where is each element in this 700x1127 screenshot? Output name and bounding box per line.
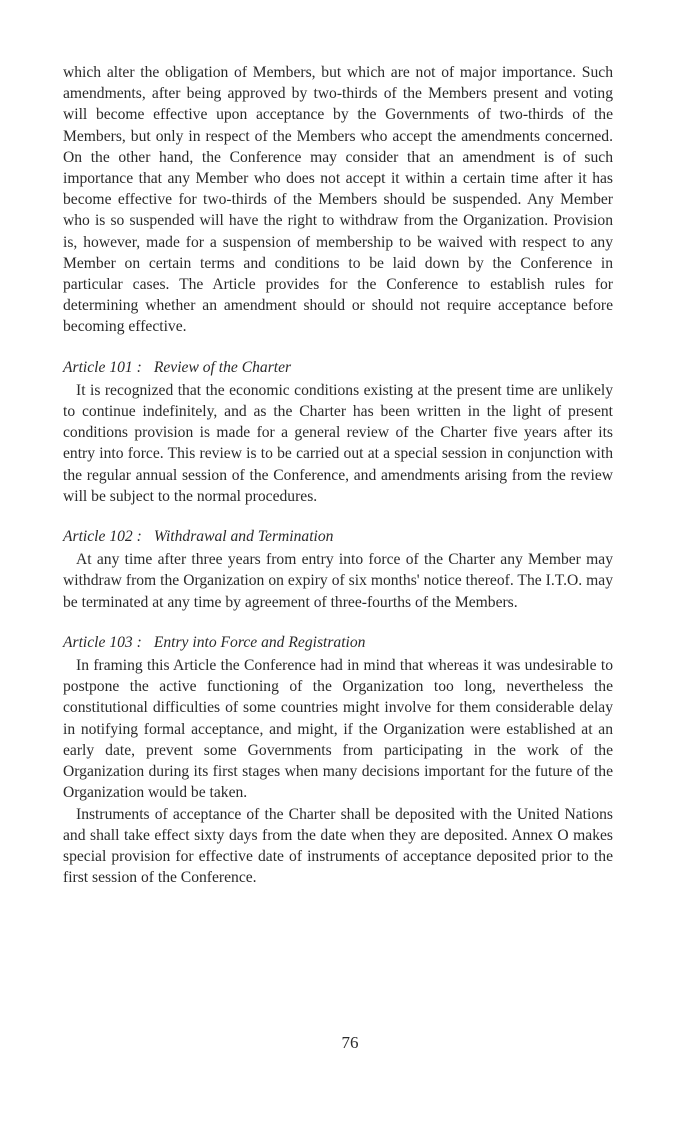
article-number: Article 103 : (63, 633, 142, 651)
section-paragraph: At any time after three years from entry into force of the Charter any Member may withdraw from the Organization on expiry of six months' notice thereof. The I.T.O. may be terminated at any time by agreement of three-fourths of the Members. (63, 551, 613, 611)
intro-paragraph: which alter the obligation of Members, but which are not of major importance. Such amendments, after being approved by two-thirds of the Members present and voting will become effective upon acceptance by the Governments of two-thirds of the Members, but only in respect of the Members who accept the amendments concerned. On the other hand, the Conference may consider that an amendment is of such importance that any Member who does not accept it within a certain time after it has become effective for two-thirds of the Members should be suspended. Any Member who is so suspended will have the right to withdraw from the Organization. Provision is, however, made for a suspension of membership to be waived with respect to any Member on certain terms and conditions to be laid down by the Conference in particular cases. The Article provides for the Conference to establish rules for determining whether an amendment should or should not require acceptance before becoming effective. (63, 64, 613, 336)
section-article-103 (63, 632, 613, 888)
section-heading (63, 632, 613, 653)
page-number: 76 (341, 1033, 359, 1052)
page-body (63, 62, 613, 888)
section-article-102 (63, 526, 613, 613)
section-paragraph: In framing this Article the Conference had in mind that whereas it was undesirable to postpone the active functioning of the Organization too long, nevertheless the constitutional difficulties of some countries might involve for them considerable delay in notifying formal acceptance, and might, if the Organization were established at an early date, prevent some Governments from participating in the work of the Organization during its first stages when many decisions important for the future of the Organization would be taken. (63, 657, 613, 802)
section-paragraph: Instruments of acceptance of the Charter shall be deposited with the United Nations and shall take effect sixty days from the date when they are deposited. Annex O makes special provision for effective date of instruments of acceptance deposited prior to the first session of the Conference. (63, 805, 613, 887)
article-title: Withdrawal and Termination (153, 528, 334, 546)
section-article-101 (63, 357, 613, 507)
article-number: Article 102 : (63, 528, 142, 546)
section-heading (63, 526, 613, 547)
article-number: Article 101 : (63, 358, 142, 376)
section-paragraph: It is recognized that the economic conditions existing at the present time are unlikely to continue indefinitely, and as the Charter has been written in the light of present conditions provision is made for a general review of the Charter five years after its entry into force. This review is to be carried out at a special session in conjunction with the regular annual session of the Conference, and amendments arising from the review will be subject to the normal procedures. (63, 381, 613, 505)
section-heading (63, 357, 613, 378)
article-title: Review of the Charter (153, 358, 292, 376)
article-title: Entry into Force and Registration (153, 633, 366, 651)
